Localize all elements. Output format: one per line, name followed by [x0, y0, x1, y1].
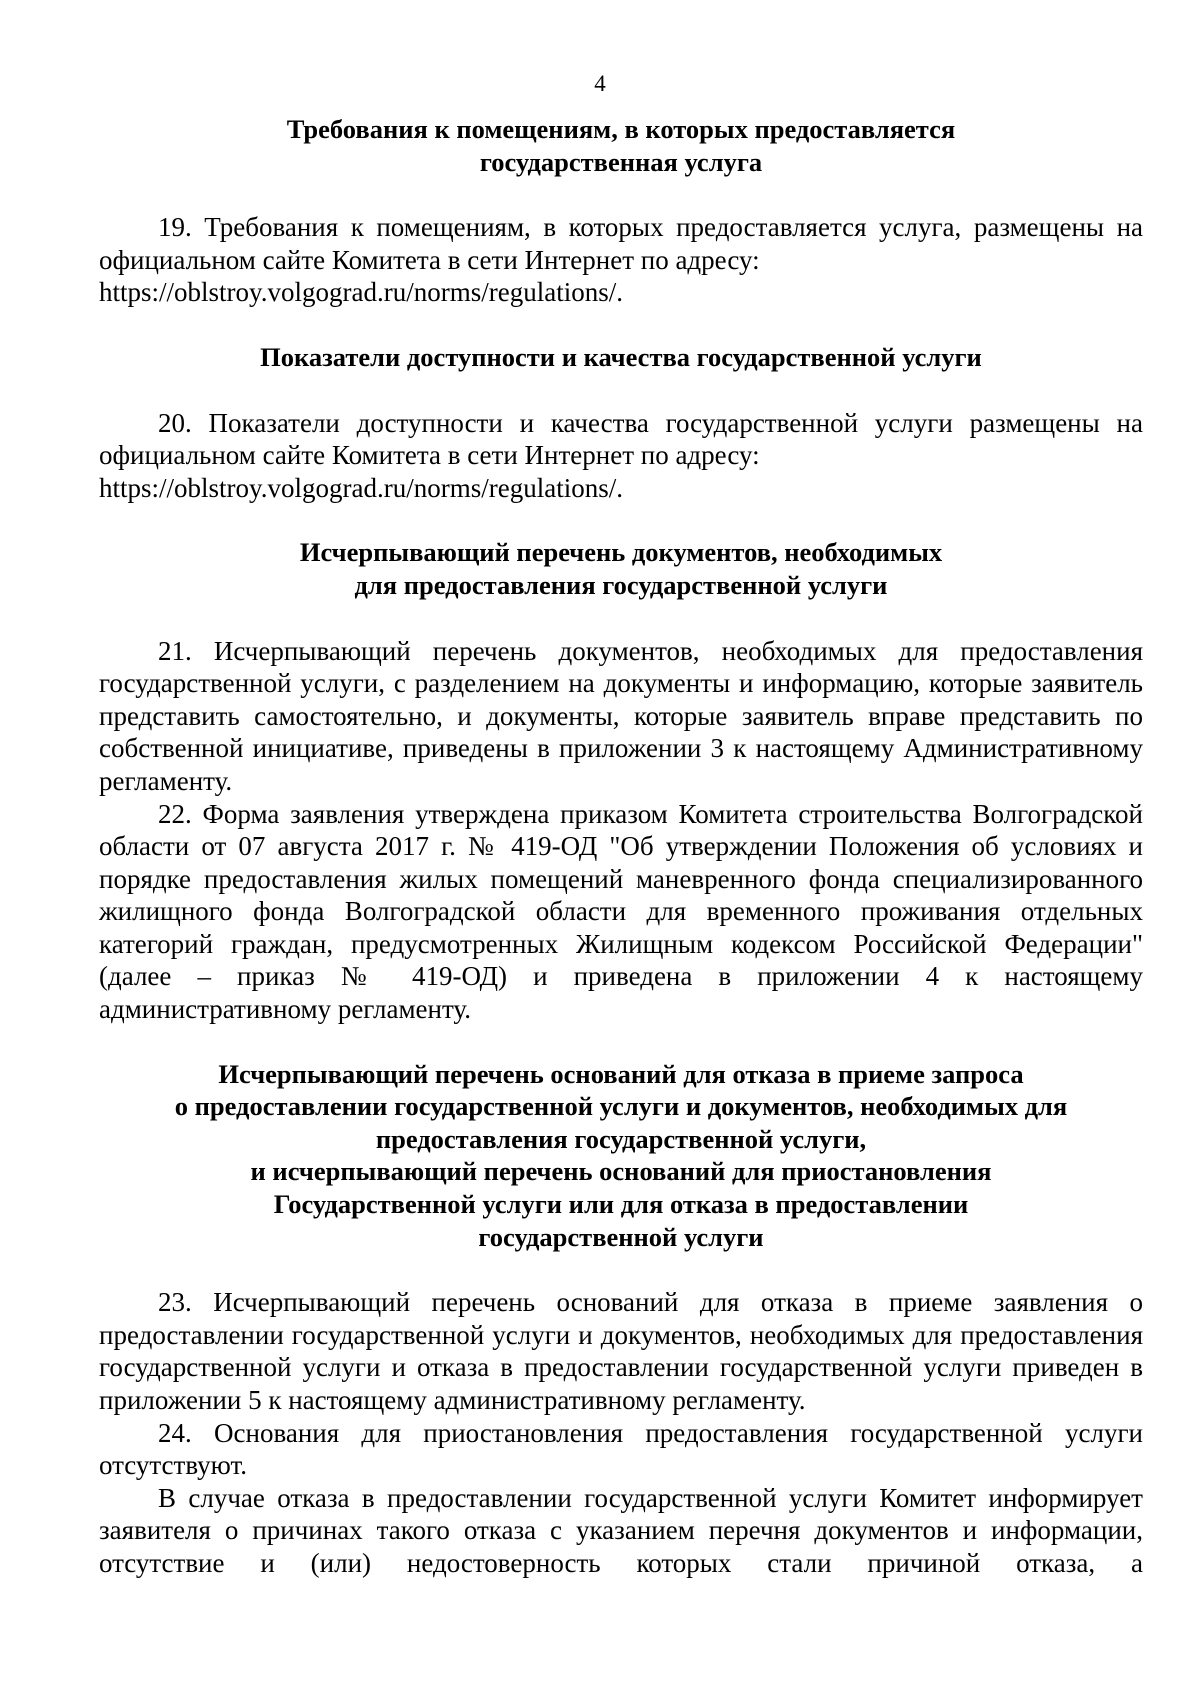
paragraph-21: 21. Исчерпывающий перечень документов, необходимых для предоставления государственной услуги, с разделением на документы и информацию, которые заявитель представить самостоятельно, и документы, которые заявитель вправе представить по собственной инициативе, приведены в приложении 3 к настоящему Административному регламенту.: [99, 635, 1143, 796]
heading-line: Показатели доступности и качества государственной услуги: [260, 341, 982, 372]
page-number: 4: [594, 71, 606, 96]
paragraph-19: [99, 211, 1143, 309]
regulations-url: https://oblstroy.volgograd.ru/norms/regulations/.: [99, 277, 623, 308]
heading-line: Требования к помещениям, в которых предоставляется: [286, 114, 956, 144]
heading-line: для предоставления государственной услуги: [354, 569, 888, 600]
paragraph-23: 23. Исчерпывающий перечень оснований для отказа в приеме заявления о предоставлении государственной услуги и документов, необходимых для предоставления государственной услуги и отказа в предоставлении государственной услуги приведен в приложении 5 к настоящему административному регламенту.: [99, 1287, 1143, 1415]
heading-line: Исчерпывающий перечень оснований для отказа в приеме запроса: [218, 1058, 1024, 1089]
heading-line: Государственной услуги или для отказа в предоставлении: [273, 1189, 969, 1220]
section-heading-documents-list: [99, 536, 1143, 601]
paragraph-text: 20. Показатели доступности и качества государственной услуги размещены на официальном сайте Комитета в сети Интернет по адресу:: [99, 407, 1143, 471]
heading-line: Исчерпывающий перечень документов, необходимых: [299, 537, 943, 568]
heading-line: о предоставлении государственной услуги и документов, необходимых для: [174, 1091, 1068, 1122]
paragraph-22: 22. Форма заявления утверждена приказом Комитета строительства Волгоградской области от 07 августа 2017 г. № 419-ОД "Об утверждении Положения об условиях и порядке предоставления жилых помещений маневренного фонда специализированного жилищного фонда Волгоградской области для временного проживания отдельных категорий граждан, предусмотренных Жилищным кодексом Российской Федерации" (далее – приказ № 419-ОД) и приведена в приложении 4 к настоящему административному регламенту.: [99, 798, 1143, 1025]
heading-line: государственная услуга: [479, 146, 763, 177]
heading-line: предоставления государственной услуги,: [375, 1123, 867, 1154]
section-heading-premises-requirements: [99, 113, 1143, 178]
regulations-url: https://oblstroy.volgograd.ru/norms/regulations/.: [99, 472, 623, 503]
section-heading-accessibility-quality: [99, 341, 1143, 374]
paragraph-text: 19. Требования к помещениям, в которых предоставляется услуга, размещены на официальном сайте Комитета в сети Интернет по адресу:: [99, 212, 1143, 275]
document-body: [99, 113, 1143, 1580]
paragraph-20: [99, 407, 1143, 505]
paragraph-refusal-notice: В случае отказа в предоставлении государственной услуги Комитет информирует заявителя о причинах такого отказа с указанием перечня документов и информации, отсутствие и (или) недостоверность которых стали причиной отказа, а: [99, 1482, 1143, 1578]
heading-line: и исчерпывающий перечень оснований для приостановления: [250, 1156, 992, 1187]
section-heading-refusal-grounds: [99, 1058, 1143, 1254]
heading-line: государственной услуги: [478, 1221, 764, 1252]
paragraph-24: 24. Основания для приостановления предоставления государственной услуги отсутствуют.: [99, 1417, 1143, 1481]
